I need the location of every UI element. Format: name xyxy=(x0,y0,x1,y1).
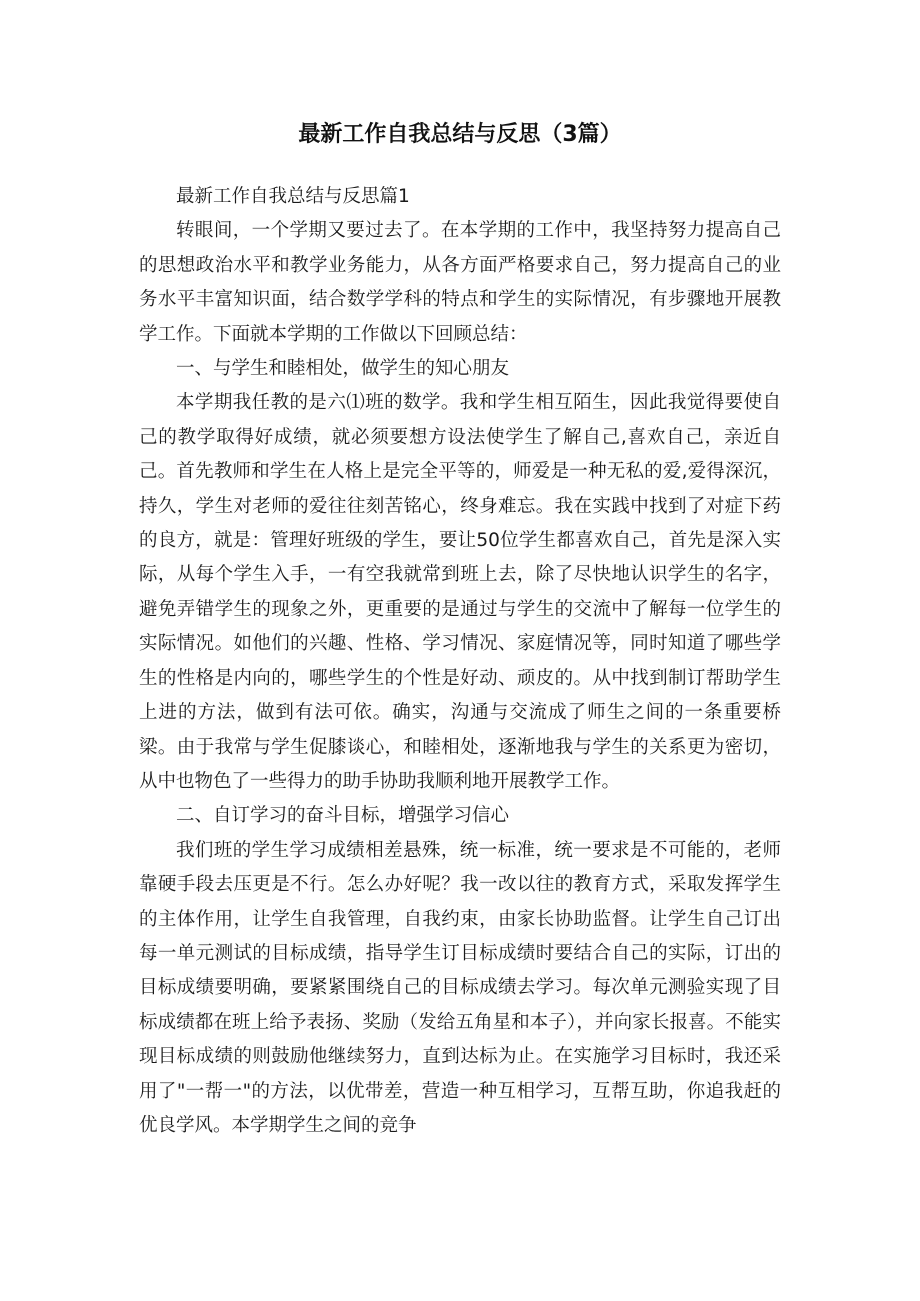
document-body xyxy=(139,180,781,1143)
body-paragraph: 我们班的学生学习成绩相差悬殊，统一标准，统一要求是不可能的，老师靠硬手段去压更是不行。怎么办好呢？我一改以往的教育方式，采取发挥学生的主体作用，让学生自我管理，自我约束，由家长协助监督。让学生自己订出每一单元测试的目标成绩，指导学生订目标成绩时要结合自己的实际，订出的目标成绩要明确，要紧紧围绕自己的目标成绩去学习。每次单元测验实现了目标成绩都在班上给予表扬、奖励（发给五角星和本子），并向家长报喜。不能实现目标成绩的则鼓励他继续努力，直到达标为止。在实施学习目标时，我还采用了"一帮一"的方法，以优带差，营造一种互相学习，互帮互助，你追我赶的优良学风。本学期学生之间的竞争 xyxy=(139,839,781,1136)
body-paragraph: 本学期我任教的是六⑴班的数学。我和学生相互陌生，因此我觉得要使自己的教学取得好成绩，就必须要想方设法使学生了解自己,喜欢自己，亲近自己。首先教师和学生在人格上是完全平等的，师爱是一种无私的爱,爱得深沉，持久，学生对老师的爱往往刻苦铭心，终身难忘。我在实践中找到了对症下药的良方，就是：管理好班级的学生，要让50位学生都喜欢自己，首先是深入实际，从每个学生入手，一有空我就常到班上去，除了尽快地认识学生的名字，避免弄错学生的现象之外，更重要的是通过与学生的交流中了解每一位学生的实际情况。如他们的兴趣、性格、学习情况、家庭情况等，同时知道了哪些学生的性格是内向的，哪些学生的个性是好动、顽皮的。从中找到制订帮助学生上进的方法，做到有法可依。确实，沟通与交流成了师生之间的一条重要桥梁。由于我常与学生促膝谈心，和睦相处，逐渐地我与学生的关系更为密切，从中也物色了一些得力的助手协助我顺利地开展教学工作。 xyxy=(139,392,781,792)
document-title: 最新工作自我总结与反思（3篇） xyxy=(298,122,622,147)
body-paragraph: 转眼间，一个学期又要过去了。在本学期的工作中，我坚持努力提高自己的思想政治水平和教学业务能力，从各方面严格要求自己，努力提高自己的业务水平丰富知识面，结合数学学科的特点和学生的实际情况，有步骤地开展教学工作。下面就本学期的工作做以下回顾总结： xyxy=(139,220,781,345)
section-heading: 最新工作自我总结与反思篇1 xyxy=(176,186,410,207)
subsection-heading: 二、自订学习的奋斗目标，增强学习信心 xyxy=(176,805,510,827)
subsection-heading: 一、与学生和睦相处，做学生的知心朋友 xyxy=(176,358,510,380)
